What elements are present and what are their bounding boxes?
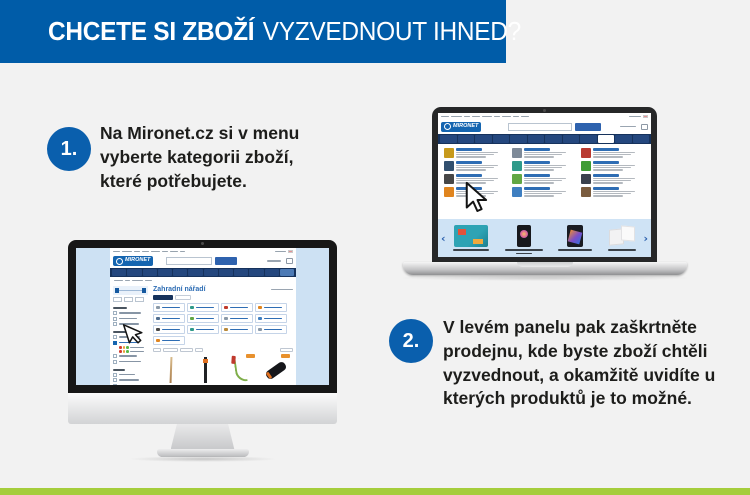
text-placeholder xyxy=(275,251,286,253)
category-icon xyxy=(581,161,591,171)
product-listing xyxy=(150,284,296,385)
nav-item[interactable] xyxy=(580,135,597,143)
text-placeholder xyxy=(119,312,141,314)
category-item[interactable] xyxy=(512,148,576,158)
czech-flag-icon[interactable] xyxy=(288,250,293,254)
category-icon xyxy=(512,174,522,184)
sort-option[interactable] xyxy=(195,348,203,352)
checkbox[interactable] xyxy=(113,311,117,315)
utility-links[interactable] xyxy=(113,251,185,253)
listing-header xyxy=(153,286,293,293)
nav-item[interactable] xyxy=(563,135,580,143)
carousel-product[interactable] xyxy=(608,225,636,251)
step-1-badge: 1. xyxy=(47,127,91,171)
text-placeholder xyxy=(513,116,519,118)
category-text xyxy=(524,148,566,158)
text-placeholder xyxy=(629,116,641,118)
price-slider[interactable] xyxy=(113,286,148,295)
checkbox[interactable] xyxy=(113,378,117,382)
price-max-field[interactable] xyxy=(135,297,144,302)
nav-item[interactable] xyxy=(615,135,632,143)
subcategory-icon xyxy=(224,328,228,332)
search-input[interactable] xyxy=(508,123,572,131)
nav-item[interactable] xyxy=(143,269,157,276)
sort-filter-row xyxy=(153,348,293,352)
product-item[interactable] xyxy=(153,355,188,385)
text-placeholder xyxy=(125,280,130,282)
subcategory-link[interactable] xyxy=(255,314,287,323)
product-item[interactable] xyxy=(258,355,293,385)
subcategory-link[interactable] xyxy=(153,314,185,323)
category-icon xyxy=(444,148,454,158)
filter-section-label xyxy=(113,305,148,309)
subcategory-link[interactable] xyxy=(187,325,219,334)
nav-item[interactable] xyxy=(188,269,202,276)
category-text xyxy=(456,161,498,171)
nav-item[interactable] xyxy=(598,135,615,143)
carousel-product[interactable] xyxy=(558,225,592,251)
category-item[interactable] xyxy=(512,187,576,197)
main-nav xyxy=(110,268,296,277)
category-icon xyxy=(512,148,522,158)
category-item[interactable] xyxy=(581,161,645,171)
category-item[interactable] xyxy=(512,161,576,171)
text-placeholder xyxy=(132,280,143,282)
slider-handle[interactable] xyxy=(115,288,119,293)
text-placeholder xyxy=(196,318,214,320)
availability-dot xyxy=(119,346,122,349)
web-page xyxy=(110,248,296,385)
nav-item[interactable] xyxy=(475,135,492,143)
nav-item[interactable] xyxy=(280,269,294,276)
filter-checkbox-row[interactable] xyxy=(113,373,148,377)
text-placeholder xyxy=(451,116,462,118)
subcategory-icon xyxy=(190,317,194,321)
tab-all[interactable] xyxy=(175,295,191,300)
subcategory-link[interactable] xyxy=(153,303,185,312)
text-placeholder xyxy=(230,307,248,309)
cart-icon[interactable] xyxy=(641,124,648,130)
text-placeholder xyxy=(119,355,137,357)
header-banner xyxy=(0,0,521,63)
subcategory-icon xyxy=(156,306,160,310)
text-placeholder xyxy=(119,379,139,381)
text-placeholder xyxy=(113,251,120,253)
text-placeholder xyxy=(162,318,180,320)
checkbox[interactable] xyxy=(113,360,117,364)
category-icon xyxy=(444,161,454,171)
availability-dot xyxy=(119,350,122,353)
carousel-next-icon[interactable]: › xyxy=(643,231,648,245)
text-placeholder xyxy=(162,307,180,309)
search-input[interactable] xyxy=(166,257,212,265)
text-placeholder xyxy=(113,369,125,371)
checkbox[interactable] xyxy=(113,354,117,358)
checkbox[interactable] xyxy=(113,384,117,386)
sort-option[interactable] xyxy=(163,348,178,352)
filter-checkbox-row[interactable] xyxy=(113,354,148,358)
category-text xyxy=(524,174,566,184)
subcategory-link[interactable] xyxy=(187,314,219,323)
account-links[interactable] xyxy=(275,251,286,253)
step-2-badge: 2. xyxy=(389,319,433,363)
text-placeholder xyxy=(162,329,180,331)
text-placeholder xyxy=(264,307,282,309)
carousel-prev-icon[interactable]: ‹ xyxy=(441,231,446,245)
nav-item[interactable] xyxy=(173,269,187,276)
category-icon xyxy=(444,174,454,184)
product-image xyxy=(204,357,207,383)
sort-dropdown-placeholder[interactable] xyxy=(271,289,293,291)
store-status-row xyxy=(119,350,148,353)
product-image xyxy=(264,360,287,380)
category-item[interactable] xyxy=(581,174,645,184)
carousel-product[interactable] xyxy=(453,225,489,251)
price-min-field[interactable] xyxy=(113,297,122,302)
text-placeholder xyxy=(264,318,282,320)
category-text xyxy=(593,161,635,171)
monitor-bezel xyxy=(68,240,337,393)
step-1-text: Na Mironet.cz si v menu vyberte kategorii zboží, které potřebujete. xyxy=(100,123,300,191)
text-placeholder xyxy=(441,116,449,118)
category-item[interactable] xyxy=(444,148,508,158)
text-placeholder xyxy=(119,374,135,376)
header-title-bold: CHCETE SI ZBOŽÍ xyxy=(48,16,255,46)
category-icon xyxy=(512,161,522,171)
availability-dot xyxy=(123,350,126,353)
category-icon xyxy=(581,174,591,184)
text-placeholder xyxy=(196,329,214,331)
carousel-product[interactable] xyxy=(505,225,543,254)
subcategory-icon xyxy=(156,339,160,343)
category-text xyxy=(524,187,566,197)
checkbox[interactable] xyxy=(113,317,117,321)
text-placeholder xyxy=(502,116,511,118)
nav-item[interactable] xyxy=(510,135,527,143)
subcategory-icon xyxy=(258,317,262,321)
category-text xyxy=(593,187,635,197)
checkbox[interactable] xyxy=(113,322,117,326)
availability-badge xyxy=(281,354,290,358)
checkbox[interactable] xyxy=(113,335,117,339)
subcategory-icon xyxy=(258,306,262,310)
account-links[interactable] xyxy=(629,116,641,118)
laptop-notch xyxy=(517,262,573,267)
text-placeholder xyxy=(145,280,152,282)
product-item[interactable] xyxy=(188,355,223,385)
nav-item[interactable] xyxy=(440,135,457,143)
text-placeholder xyxy=(264,329,282,331)
text-placeholder xyxy=(151,251,160,253)
main-nav xyxy=(438,134,651,144)
laptop-base xyxy=(403,262,687,275)
text-placeholder xyxy=(180,251,185,253)
subcategory-link[interactable] xyxy=(255,325,287,334)
nav-item[interactable] xyxy=(458,135,475,143)
monitor-chin xyxy=(68,393,337,424)
text-placeholder xyxy=(494,116,500,118)
category-text xyxy=(593,174,635,184)
footer-accent-bar xyxy=(0,488,750,495)
availability-dot xyxy=(123,346,126,349)
nav-item[interactable] xyxy=(265,269,279,276)
nav-item[interactable] xyxy=(234,269,248,276)
text-placeholder xyxy=(230,318,248,320)
category-icon xyxy=(581,187,591,197)
subcategory-grid xyxy=(153,303,293,345)
product-list xyxy=(153,355,293,385)
product-image xyxy=(169,357,172,383)
category-item[interactable] xyxy=(581,148,645,158)
checkbox[interactable] xyxy=(113,341,117,345)
filter-checkbox-row[interactable] xyxy=(113,384,148,386)
sort-option[interactable] xyxy=(180,348,193,352)
monitor-screen xyxy=(76,248,329,385)
carousel-products xyxy=(446,222,644,254)
text-placeholder xyxy=(122,251,132,253)
tab-in-stock[interactable] xyxy=(153,295,173,300)
subcategory-icon xyxy=(190,328,194,332)
text-placeholder xyxy=(134,251,140,253)
category-text xyxy=(593,148,635,158)
filter-checkbox-row[interactable] xyxy=(113,360,148,364)
search-button[interactable] xyxy=(215,257,237,265)
site-header xyxy=(438,119,651,134)
subcategory-icon xyxy=(224,306,228,310)
mironet-logo[interactable]: MIRONET xyxy=(441,122,481,132)
product-carousel xyxy=(438,219,651,257)
login-text-placeholder[interactable] xyxy=(620,126,636,128)
category-item[interactable] xyxy=(512,174,576,184)
subcategory-link[interactable] xyxy=(153,336,185,345)
category-text xyxy=(456,148,498,158)
sort-option[interactable] xyxy=(153,348,161,352)
product-image xyxy=(233,357,247,382)
nav-item[interactable] xyxy=(493,135,510,143)
text-placeholder xyxy=(230,329,248,331)
login-text-placeholder[interactable] xyxy=(267,260,281,262)
czech-flag-icon[interactable] xyxy=(643,115,648,119)
product-image xyxy=(454,225,488,247)
slider-handle[interactable] xyxy=(142,288,146,293)
subcategory-link[interactable] xyxy=(153,325,185,334)
header-title xyxy=(48,16,521,47)
price-inputs[interactable] xyxy=(113,297,148,302)
text-placeholder xyxy=(472,116,480,118)
category-heading: Zahradní nářadí xyxy=(153,286,206,293)
text-placeholder xyxy=(196,307,214,309)
cart-icon[interactable] xyxy=(286,258,293,264)
subcategory-link[interactable] xyxy=(187,303,219,312)
webcam-icon xyxy=(201,242,204,245)
text-placeholder xyxy=(130,351,144,353)
header-title-regular: VYZVEDNOUT IHNED? xyxy=(262,16,521,46)
subcategory-icon xyxy=(258,328,262,332)
availability-dot xyxy=(126,350,129,353)
product-item[interactable] xyxy=(223,355,258,385)
product-image xyxy=(517,225,531,247)
category-icon xyxy=(581,148,591,158)
monitor-shadow xyxy=(128,456,278,462)
text-placeholder xyxy=(170,251,178,253)
text-placeholder xyxy=(521,116,529,118)
nav-item[interactable] xyxy=(127,269,141,276)
category-item[interactable] xyxy=(581,187,645,197)
text-placeholder xyxy=(162,251,168,253)
subcategory-icon xyxy=(224,317,228,321)
category-text xyxy=(524,161,566,171)
view-option[interactable] xyxy=(280,348,293,352)
cursor-icon xyxy=(463,181,493,216)
nav-item[interactable] xyxy=(249,269,263,276)
checkbox[interactable] xyxy=(113,373,117,377)
text-placeholder xyxy=(162,340,180,342)
mironet-logo[interactable]: MIRONET xyxy=(113,256,153,266)
nav-item[interactable] xyxy=(528,135,545,143)
subcategory-link[interactable] xyxy=(255,303,287,312)
filter-checkbox-row[interactable] xyxy=(113,378,148,382)
filter-checkbox-row[interactable] xyxy=(113,311,148,315)
nav-item[interactable] xyxy=(633,135,650,143)
subcategory-icon xyxy=(156,317,160,321)
subcategory-link[interactable] xyxy=(221,303,253,312)
nav-item[interactable] xyxy=(204,269,218,276)
site-header xyxy=(110,254,296,268)
nav-item[interactable] xyxy=(219,269,233,276)
text-placeholder xyxy=(114,280,123,282)
category-icon xyxy=(512,187,522,197)
subcategory-link[interactable] xyxy=(221,325,253,334)
subcategory-icon xyxy=(156,328,160,332)
text-placeholder xyxy=(119,361,141,363)
category-item[interactable] xyxy=(444,161,508,171)
text-placeholder xyxy=(464,116,470,118)
product-image xyxy=(609,225,635,247)
search-button[interactable] xyxy=(575,123,601,131)
laptop-mockup xyxy=(403,107,687,283)
utility-links[interactable] xyxy=(441,116,529,118)
filter-section-label xyxy=(113,367,148,371)
nav-item[interactable] xyxy=(158,269,172,276)
monitor-stand xyxy=(171,424,235,450)
monitor-mockup xyxy=(68,240,337,462)
nav-item[interactable] xyxy=(112,269,126,276)
nav-item[interactable] xyxy=(545,135,562,143)
price-field[interactable] xyxy=(124,297,133,302)
availability-tabs xyxy=(153,295,293,300)
category-icon xyxy=(444,187,454,197)
availability-badge xyxy=(246,354,255,358)
text-placeholder xyxy=(482,116,492,118)
subcategory-link[interactable] xyxy=(221,314,253,323)
webcam-icon xyxy=(543,109,546,112)
product-image xyxy=(567,225,583,247)
laptop-shadow xyxy=(395,275,695,281)
breadcrumb xyxy=(110,277,296,284)
subcategory-icon xyxy=(190,306,194,310)
text-placeholder xyxy=(142,251,149,253)
text-placeholder xyxy=(113,307,127,309)
step-2-text: V levém panelu pak zaškrtněte prodejnu, kde byste zboží chtěli vyzvednout, a okamžitě uvidíte u kterých produktů je to možné. xyxy=(443,317,716,409)
